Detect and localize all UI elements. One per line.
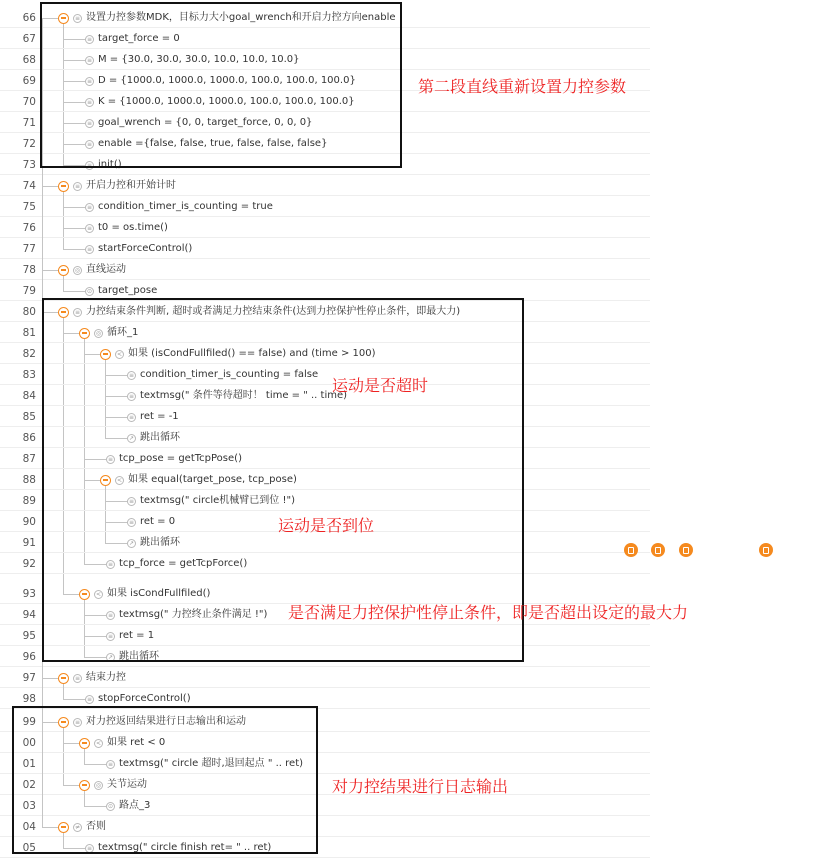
line-number: 95 <box>22 630 36 642</box>
line-number: 75 <box>22 201 36 213</box>
node-label[interactable]: 开启力控和开始计时 <box>86 180 176 191</box>
node-label[interactable]: target_pose <box>98 285 158 296</box>
line-number: 96 <box>22 651 36 663</box>
line-number: 66 <box>22 12 36 24</box>
break-icon: ↗ <box>128 434 135 442</box>
node-label[interactable]: condition_timer_is_counting = false <box>140 369 319 380</box>
break-icon: ↗ <box>107 653 114 661</box>
node-label[interactable]: 如果 (isCondFullfiled() == false) and (time > 100) <box>128 348 376 359</box>
line-number: 68 <box>22 54 36 66</box>
copy-node-icon[interactable] <box>651 543 665 557</box>
node-label[interactable]: ret = 0 <box>140 516 176 527</box>
procedure-icon: ≡ <box>74 182 81 190</box>
line-number: 98 <box>22 693 36 705</box>
procedure-icon: ≡ <box>74 718 81 726</box>
node-label[interactable]: init() <box>98 159 122 170</box>
condition-icon: < <box>116 350 123 358</box>
node-label[interactable]: 循环_1 <box>107 327 139 338</box>
annotation-log-output: 对力控结果进行日志输出 <box>332 777 509 796</box>
variable-icon: ≡ <box>86 245 93 253</box>
variable-icon: ≡ <box>86 695 93 703</box>
line-number: 87 <box>22 453 36 465</box>
node-label[interactable]: 如果 isCondFullfiled() <box>107 588 211 599</box>
line-number: 79 <box>22 285 36 297</box>
line-number: 88 <box>22 474 36 486</box>
condition-icon: < <box>95 739 102 747</box>
node-label[interactable]: tcp_pose = getTcpPose() <box>119 453 242 464</box>
move-joint-icon: ◎ <box>95 781 102 789</box>
variable-icon: ≡ <box>107 760 114 768</box>
line-number: 78 <box>22 264 36 276</box>
line-number: 92 <box>22 558 36 570</box>
line-number: 90 <box>22 516 36 528</box>
line-number: 70 <box>22 96 36 108</box>
variable-icon: ≡ <box>86 77 93 85</box>
loop-icon: ◎ <box>95 329 102 337</box>
node-label[interactable]: 跳出循环 <box>119 651 159 662</box>
variable-icon: ≡ <box>107 611 114 619</box>
variable-icon: ≡ <box>128 392 135 400</box>
line-number: 69 <box>22 75 36 87</box>
line-number: 72 <box>22 138 36 150</box>
node-label[interactable]: 如果 ret < 0 <box>107 737 166 748</box>
waypoint-icon: ⊙ <box>107 802 114 810</box>
variable-icon: ≡ <box>128 413 135 421</box>
else-icon: ≠ <box>74 823 81 831</box>
node-label[interactable]: 结束力控 <box>86 672 126 683</box>
procedure-icon: ≡ <box>74 674 81 682</box>
line-number: 97 <box>22 672 36 684</box>
node-label[interactable]: M = {30.0, 30.0, 30.0, 10.0, 10.0, 10.0} <box>98 54 300 65</box>
highlight-box-params <box>40 2 402 168</box>
node-label[interactable]: target_force = 0 <box>98 33 180 44</box>
collapse-toggle-icon[interactable] <box>58 673 69 684</box>
move-line-icon: ◎ <box>74 266 81 274</box>
node-label[interactable]: 跳出循环 <box>140 432 180 443</box>
node-label[interactable]: 路点_3 <box>119 800 151 811</box>
line-number: 84 <box>22 390 36 402</box>
line-number: 93 <box>22 588 36 600</box>
node-label[interactable]: textmsg(" 条件等待超时！ time = " .. time) <box>140 390 348 401</box>
node-label[interactable]: 设置力控参数MDK，目标力大小goal_wrench和开启力控方向enable <box>86 12 396 23</box>
node-label[interactable]: condition_timer_is_counting = true <box>98 201 273 212</box>
line-number: 02 <box>22 779 36 791</box>
line-number: 05 <box>22 842 36 854</box>
node-label[interactable]: 跳出循环 <box>140 537 180 548</box>
line-number: 89 <box>22 495 36 507</box>
node-label[interactable]: textmsg(" circle finish ret= " .. ret) <box>98 842 272 853</box>
variable-icon: ≡ <box>128 497 135 505</box>
node-label[interactable]: t0 = os.time() <box>98 222 168 233</box>
waypoint-icon: ⊙ <box>86 287 93 295</box>
variable-icon: ≡ <box>86 203 93 211</box>
node-label[interactable]: 关节运动 <box>107 779 147 790</box>
node-label[interactable]: stopForceControl() <box>98 693 191 704</box>
variable-icon: ≡ <box>86 224 93 232</box>
variable-icon: ≡ <box>107 632 114 640</box>
line-number: 67 <box>22 33 36 45</box>
line-number: 94 <box>22 609 36 621</box>
variable-icon: ≡ <box>107 560 114 568</box>
export-node-icon[interactable] <box>759 543 773 557</box>
node-label[interactable]: 力控结束条件判断, 超时或者满足力控结束条件(达到力控保护性停止条件，即最大力) <box>86 306 461 317</box>
annotation-arrived: 运动是否到位 <box>278 516 375 535</box>
node-label[interactable]: goal_wrench = {0, 0, target_force, 0, 0, 0} <box>98 117 313 128</box>
node-label[interactable]: startForceControl() <box>98 243 193 254</box>
line-number: 82 <box>22 348 36 360</box>
variable-icon: ≡ <box>86 35 93 43</box>
node-label[interactable]: textmsg(" 力控终止条件满足 !") <box>119 609 268 620</box>
line-number: 71 <box>22 117 36 129</box>
condition-icon: < <box>116 476 123 484</box>
variable-icon: ≡ <box>107 455 114 463</box>
line-number: 86 <box>22 432 36 444</box>
node-label[interactable]: 直线运动 <box>86 264 126 275</box>
line-number: 00 <box>22 737 36 749</box>
node-label[interactable]: K = {1000.0, 1000.0, 1000.0, 100.0, 100.0, 100.0} <box>98 96 355 107</box>
collapse-toggle-icon[interactable] <box>58 181 69 192</box>
variable-icon: ≡ <box>128 371 135 379</box>
node-label[interactable]: ret = -1 <box>140 411 179 422</box>
condition-icon: < <box>95 590 102 598</box>
line-number: 80 <box>22 306 36 318</box>
variable-icon: ≡ <box>86 98 93 106</box>
node-label[interactable]: D = {1000.0, 1000.0, 1000.0, 100.0, 100.0, 100.0} <box>98 75 356 86</box>
procedure-icon: ≡ <box>74 308 81 316</box>
node-label[interactable]: ret = 1 <box>119 630 155 641</box>
line-number: 81 <box>22 327 36 339</box>
insert-node-icon[interactable] <box>624 543 638 557</box>
node-label[interactable]: enable ={false, false, true, false, false, false} <box>98 138 328 149</box>
node-label[interactable]: 如果 equal(target_pose, tcp_pose) <box>128 474 297 485</box>
collapse-toggle-icon[interactable] <box>58 265 69 276</box>
variable-icon: ≡ <box>128 518 135 526</box>
line-number: 74 <box>22 180 36 192</box>
variable-icon: ≡ <box>86 140 93 148</box>
node-label[interactable]: 对力控返回结果进行日志输出和运动 <box>86 716 246 727</box>
line-number: 77 <box>22 243 36 255</box>
node-label[interactable]: textmsg(" circle机械臂已到位 !") <box>140 495 295 506</box>
variable-icon: ≡ <box>86 119 93 127</box>
break-icon: ↗ <box>128 539 135 547</box>
line-number: 85 <box>22 411 36 423</box>
node-label[interactable]: textmsg(" circle 超时,退回起点 " .. ret) <box>119 758 304 769</box>
line-number: 01 <box>22 758 36 770</box>
node-label[interactable]: 否则 <box>86 821 106 832</box>
variable-icon: ≡ <box>86 56 93 64</box>
variable-icon: ≡ <box>86 161 93 169</box>
disable-node-icon[interactable] <box>679 543 693 557</box>
annotation-params: 第二段直线重新设置力控参数 <box>418 77 627 96</box>
line-number: 04 <box>22 821 36 833</box>
line-number: 91 <box>22 537 36 549</box>
node-label[interactable]: tcp_force = getTcpForce() <box>119 558 248 569</box>
highlight-box-log <box>12 706 318 854</box>
procedure-icon: ≡ <box>74 14 81 22</box>
variable-icon: ≡ <box>86 844 93 852</box>
annotation-force-stop: 是否满足力控保护性停止条件，即是否超出设定的最大力 <box>288 603 689 622</box>
line-number: 76 <box>22 222 36 234</box>
line-number: 73 <box>22 159 36 171</box>
line-number: 03 <box>22 800 36 812</box>
line-number: 83 <box>22 369 36 381</box>
annotation-timeout: 运动是否超时 <box>332 376 429 395</box>
line-number: 99 <box>22 716 36 728</box>
